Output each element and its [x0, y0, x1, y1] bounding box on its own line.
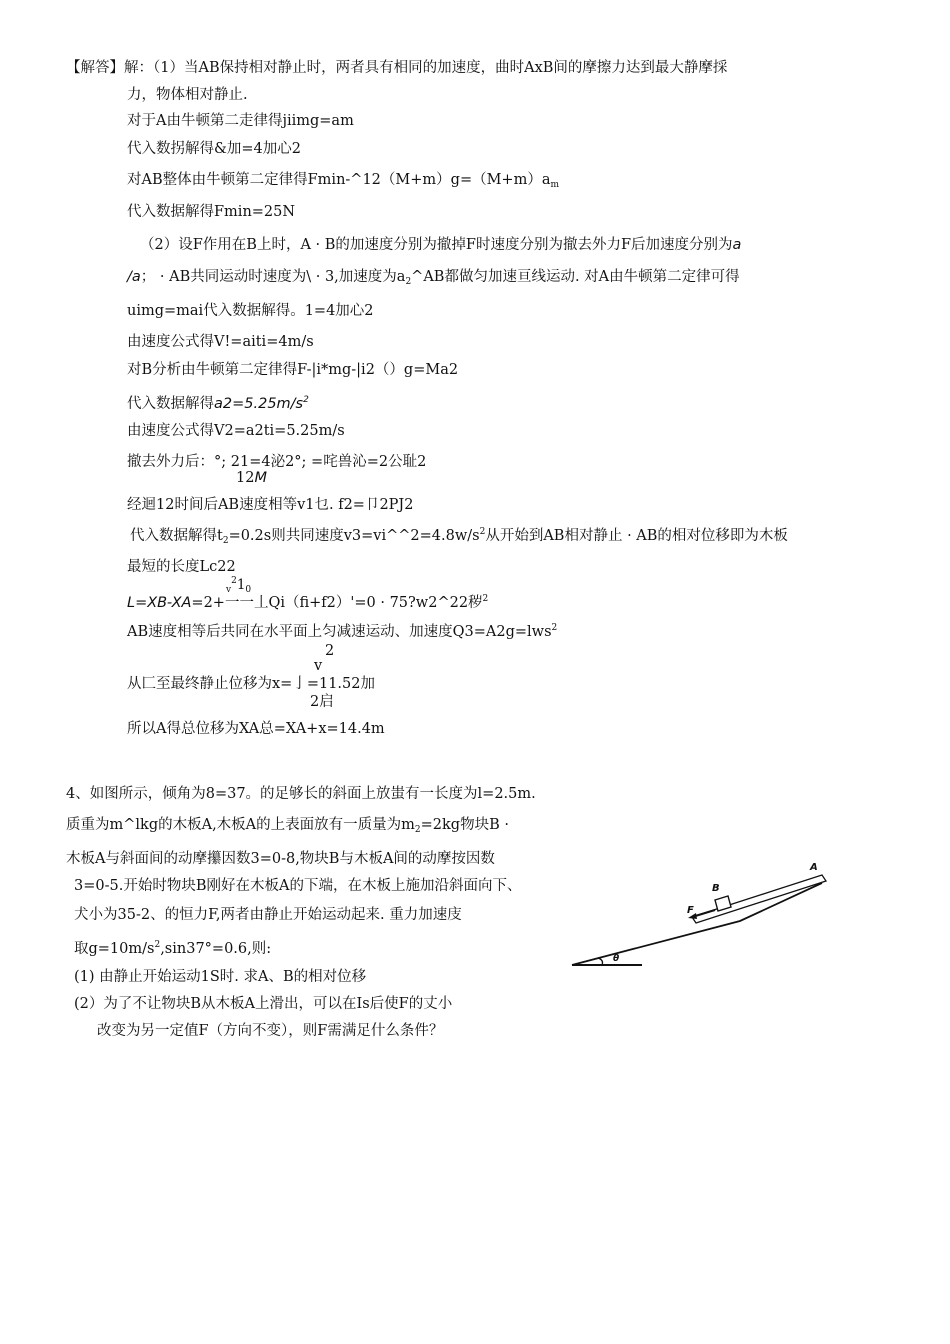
incline-figure	[560, 850, 850, 980]
theta-label: θ	[613, 954, 620, 964]
answer-line-7-text: （2）设F作用在B上时，A · B的加速度分别为撤掉F时速度分别为撤去外力F后加速度分别为	[140, 237, 733, 253]
problem-line-8: (2）为了不让物块B从木板A上滑出，可以在Is后使F的丈小	[74, 996, 453, 1012]
block-b-label: B	[712, 883, 720, 894]
answer-line-8-tail: ^AB都做匀加速亘线运动. 对A由牛顿第二定律可得	[411, 269, 740, 285]
answer-line-8-a: a	[131, 269, 141, 285]
answer-line-8-slash: /	[127, 269, 132, 285]
answer-line-22: 从匚至最终静止位移为x=亅=11.52加	[127, 676, 375, 692]
answer-line-16-a: 代入数据解得t	[130, 528, 223, 544]
answer-line-21-top: 2	[325, 643, 335, 659]
problem-line-6-a: 取g=10m/s	[74, 941, 155, 957]
problem-line-6-b: ,sin37°=0.6,则:	[160, 941, 272, 957]
answer-line-3: 对于A由牛顿第二走律得jiimg=am	[127, 113, 354, 129]
problem-line-5: 犬小为35-2、的恒力F,两者由静止开始运动起来. 重力加速庋	[74, 907, 462, 923]
answer-line-16-sub: 2	[222, 536, 229, 546]
answer-line-16-b: =0.2s则共同速度v3=vi^^2=4.8w/s	[228, 528, 480, 544]
answer-line-13: 由速度公式得V2=a2ti=5.25m/s	[127, 423, 345, 439]
answer-line-20-text: AB速度相等后共同在水平面上匀减速运动、加速度Q3=A2g=lws	[127, 624, 552, 640]
answer-line-2: 力，物体相对静止.	[127, 87, 248, 103]
answer-line-14-num: 12	[236, 470, 255, 486]
problem-line-1: 4、如图所示，倾角为8=37。的足够长的斜面上放蚩有一长度为l=2.5m.	[66, 786, 536, 802]
answer-line-5-sub: m	[550, 180, 560, 190]
problem-line-9: 改变为另一定值F（方向不变），则F需满足什么条件？	[97, 1023, 444, 1039]
answer-line-12	[127, 395, 309, 415]
answer-line-20-sup: 2	[551, 623, 558, 633]
answer-line-19-sup: 2	[482, 594, 489, 604]
answer-line-6: 代入数据解得Fmin=25N	[127, 204, 296, 220]
answer-line-24: 所以A得总位移为XA总=XA+x=14.4m	[127, 721, 385, 737]
answer-line-16-c: 从开始到AB相对静止 · AB的相对位移即为木板	[485, 528, 788, 544]
problem-line-6	[74, 940, 271, 960]
answer-line-19-formula: L=XB-XA=	[127, 595, 204, 611]
answer-line-10: 由速度公式得V!=aiti=4m/s	[127, 334, 314, 350]
problem-line-7: (1) 由静止开始运动1S时. 求A、B的相对位移	[74, 969, 367, 985]
answer-line-5	[127, 171, 559, 191]
problem-line-2-a: 质重为m^lkg的木板A,木板A的上表面放有一质量为m	[66, 817, 415, 833]
answer-line-19-text: 2+一一丄Qi（fi+f2）'=0 · 75?w2^22秽	[203, 595, 483, 611]
answer-line-14: 撤去外力后：°; 21=4泌2°; =咤兽沁=2公耻2	[127, 454, 427, 470]
incline-surface	[572, 883, 822, 965]
answer-line-17: 最短的长度Lc22	[127, 559, 236, 575]
answer-line-12-sup: 2	[303, 395, 309, 405]
answer-line-12-formula: a2=5.25m/s	[214, 396, 304, 412]
problem-line-6-sup: 2	[154, 940, 161, 950]
answer-line-18-num: 1	[236, 577, 246, 593]
answer-line-15: 经迴12时间后AB速度相等v1乜. f2=卩2PJ2	[127, 497, 414, 513]
board-a-label: A	[810, 862, 818, 873]
answer-line-14-m: M	[254, 470, 267, 486]
answer-line-9: uimg=mai代入数据解得。1=4加心2	[127, 303, 374, 319]
answer-line-21-v: v	[314, 658, 323, 674]
problem-line-3: 木板A与斜面间的动摩攥因数3=0-8,物块B与木板A间的动摩按因数	[66, 851, 495, 867]
answer-line-14-fraction	[236, 469, 267, 487]
force-f-label: F	[687, 905, 694, 916]
answer-line-5-text: 对AB整体由牛顿第二定律得Fmin-^12（M+m）g=（M+m）a	[127, 172, 551, 188]
answer-line-20	[127, 623, 557, 643]
answer-line-12-text: 代入数据解得	[127, 396, 214, 412]
answer-line-8-text: ； · AB共同运动时速度为\ · 3,加速度为a	[140, 269, 406, 285]
answer-line-18-sup: 2	[231, 576, 237, 586]
answer-line-16-sup: 2	[479, 527, 486, 537]
problem-line-4: 3=0-5.开始时物块B刚好在木板A的下端，在木板上施加沿斜面向下、	[74, 878, 522, 894]
answer-line-18-sub: 0	[245, 585, 252, 595]
answer-line-18-top	[226, 576, 251, 596]
answer-line-18-v: v	[226, 585, 232, 595]
answer-line-4: 代入数拐解得&加=4加心2	[127, 141, 302, 157]
answer-line-16	[130, 527, 788, 547]
problem-line-2-b: =2kg物块B ·	[420, 817, 509, 833]
answer-line-7	[140, 236, 741, 254]
answer-line-8	[127, 268, 740, 288]
problem-line-2	[66, 816, 509, 836]
answer-line-7-a: a	[732, 237, 742, 253]
answer-line-19	[127, 594, 488, 614]
answer-line-8-sub: 2	[405, 277, 412, 287]
answer-line-23: 2启	[310, 694, 334, 710]
problem-line-2-sub: 2	[414, 825, 421, 835]
angle-arc	[598, 958, 603, 965]
answer-line-11: 对B分析由牛顿第二定律得F-|i*mg-|i2（）g=Ma2	[127, 362, 459, 378]
answer-line-1: 【解答】解：（1）当AB保持相对静止时，两者具有相同的加速度，曲时AxB间的摩擦力达到最大静摩採	[66, 60, 728, 76]
